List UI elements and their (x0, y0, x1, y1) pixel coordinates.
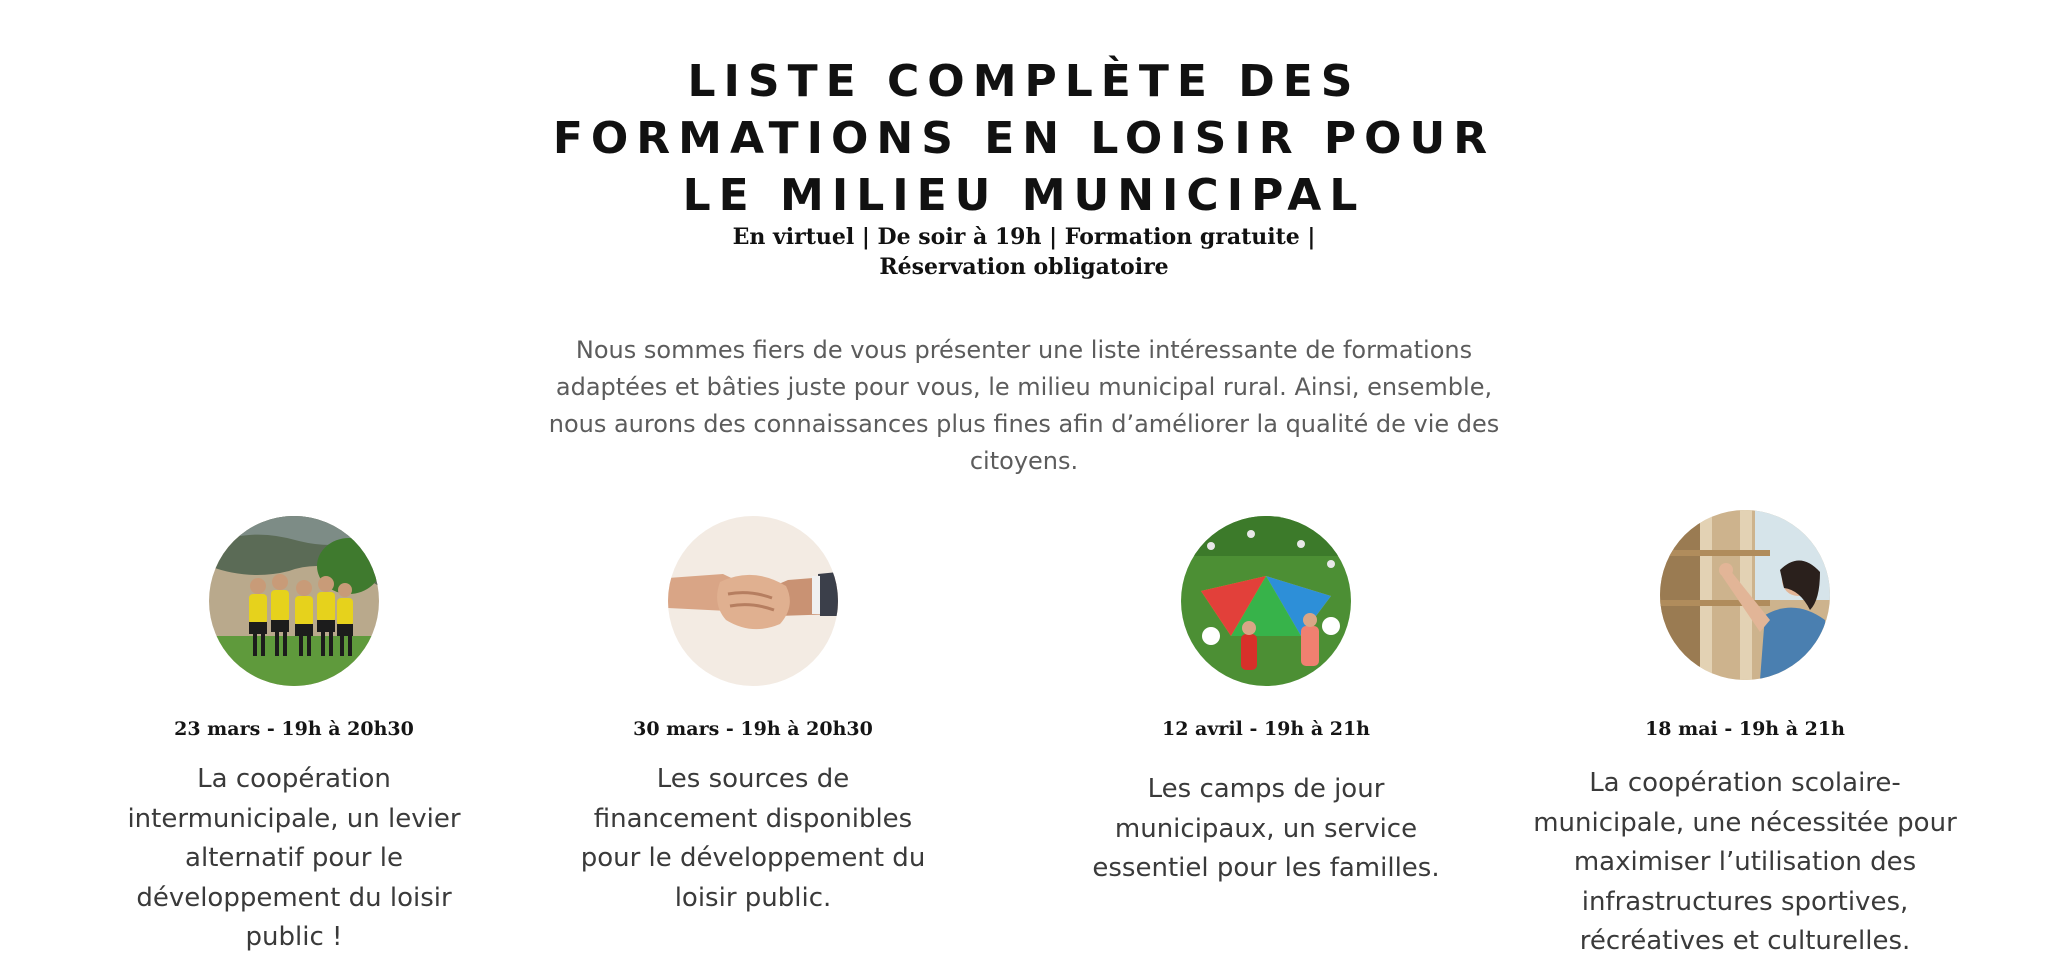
training-description-line: développement du loisir (136, 882, 452, 913)
training-description-line: alternatif pour le (185, 843, 403, 873)
training-description (533, 760, 973, 918)
training-description-line: Les camps de jour (1147, 774, 1385, 804)
event-details-line: En virtuel | De soir à 19h | Formation gratuite | (732, 224, 1316, 250)
training-description-line: financement disponibles (593, 803, 913, 834)
title-line: LE MILIEU MUNICIPAL (682, 170, 1366, 222)
training-description-line: La coopération scolaire- (1589, 768, 1901, 798)
training-date: 30 mars - 19h à 20h30 (633, 718, 873, 740)
intro-line: citoyens. (969, 447, 1079, 475)
training-description-line: La coopération (197, 764, 391, 794)
intro-paragraph (500, 332, 1548, 480)
training-date: 23 mars - 19h à 20h30 (174, 718, 414, 740)
training-description (74, 760, 514, 958)
training-description-line: récréatives et culturelles. (1579, 926, 1911, 956)
event-details-line: Réservation obligatoire (879, 254, 1169, 280)
children-soccer-team-photo (209, 516, 379, 686)
training-description (1525, 764, 1965, 962)
training-description-line: pour le développement du (580, 843, 926, 873)
event-details (0, 222, 2048, 282)
training-description-line: intermunicipale, un levier (127, 803, 461, 834)
intro-line: Nous sommes fiers de vous présenter une liste intéressante de formations (575, 336, 1473, 364)
training-date: 12 avril - 19h à 21h (1161, 718, 1371, 740)
training-date: 18 mai - 19h à 21h (1645, 718, 1845, 740)
page-title (0, 53, 2048, 224)
handshake-photo (668, 516, 838, 686)
training-description-line: Les sources de (656, 764, 850, 794)
training-description (1046, 770, 1486, 889)
training-description-line: loisir public. (674, 882, 832, 913)
training-description-line: essentiel pour les familles. (1092, 853, 1440, 883)
training-description-line: maximiser l’utilisation des (1573, 847, 1917, 877)
intro-line: nous aurons des connaissances plus fines afin d’améliorer la qualité de vie des (548, 410, 1500, 438)
training-description-line: infrastructures sportives, (1581, 886, 1909, 917)
woman-climbing-wall-photo (1660, 510, 1830, 680)
training-description-line: municipaux, un service (1114, 813, 1418, 844)
title-line: LISTE COMPLÈTE DES (687, 56, 1361, 108)
title-line: FORMATIONS EN LOISIR POUR (552, 113, 1496, 165)
training-description-line: municipale, une nécessitée pour (1533, 807, 1957, 838)
intro-line: adaptées et bâties juste pour vous, le milieu municipal rural. Ainsi, ensemble, (555, 373, 1493, 401)
parachute-game-photo (1181, 516, 1351, 686)
training-description-line: public ! (245, 922, 343, 952)
